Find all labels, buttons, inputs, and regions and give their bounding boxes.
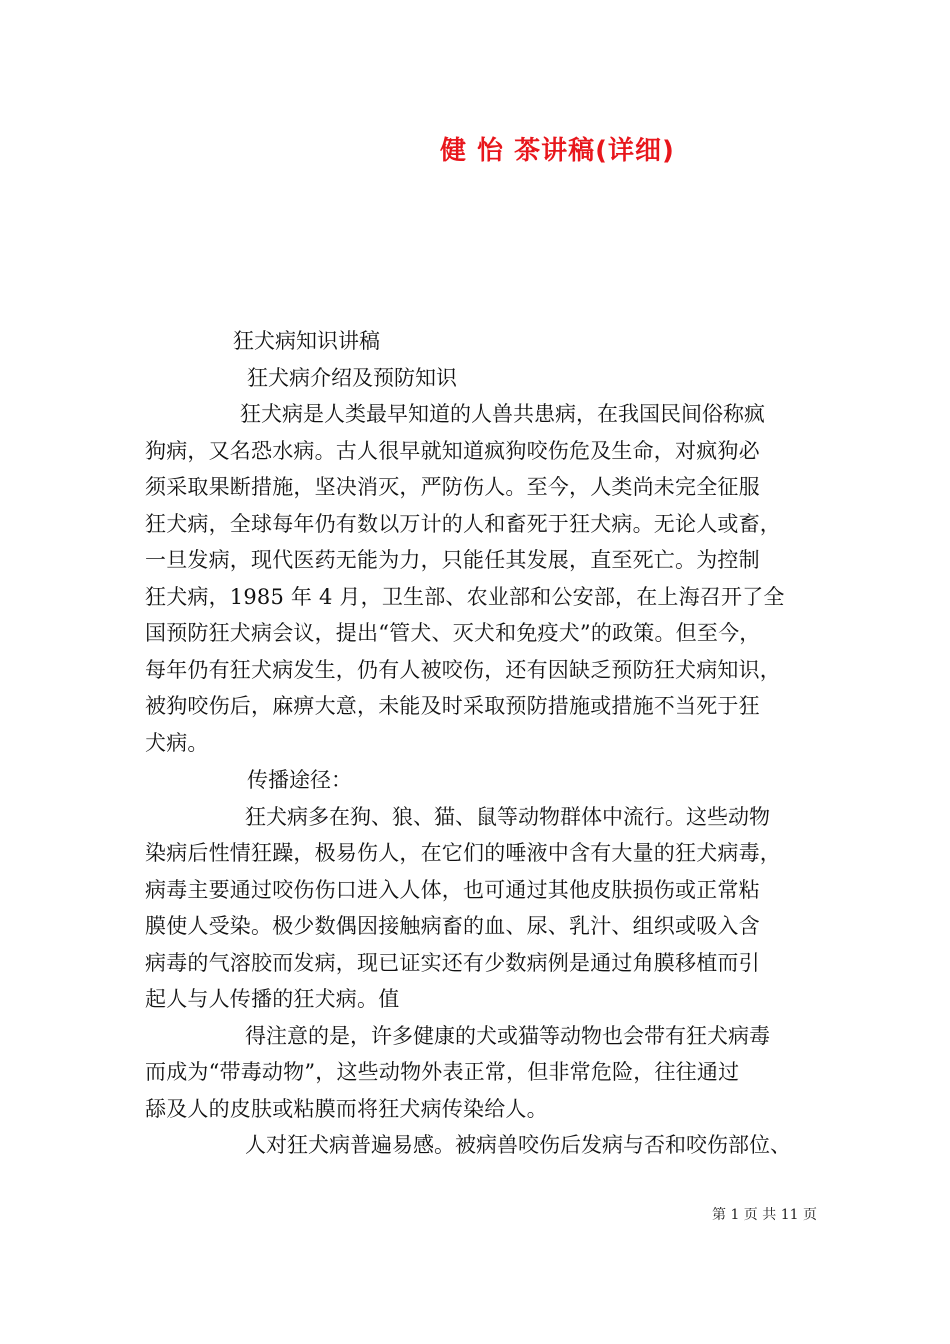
paragraph-line: 起人与人传播的狂犬病。值 [145,987,400,1011]
paragraph-line: 犬病。 [145,731,209,755]
paragraph-line: 须采取果断措施，坚决消灭，严防伤人。至今，人类尚未完全征服 [145,475,760,499]
paragraph-line: 染病后性情狂躁，极易伤人，在它们的唾液中含有大量的狂犬病毒， [145,841,781,865]
paragraph-line: 一旦发病，现代医药无能为力，只能任其发展，直至死亡。为控制 [145,548,760,572]
paragraph-line: 狂犬病，1985 年 4 月，卫生部、农业部和公安部，在上海召开了全 [145,585,785,609]
paragraph-line: 狂犬病多在狗、狼、猫、鼠等动物群体中流行。这些动物 [245,805,770,829]
paragraph-line: 病毒主要通过咬伤伤口进入人体，也可通过其他皮肤损伤或正常粘 [145,878,760,902]
heading-rabies-lecture: 狂犬病知识讲稿 [233,329,380,353]
paragraph-line: 狂犬病，全球每年仍有数以万计的人和畜死于狂犬病。无论人或畜， [145,512,781,536]
page-number-footer: 第 1 页 共 11 页 [712,1207,817,1223]
paragraph-line: 舔及人的皮肤或粘膜而将狂犬病传染给人。 [145,1097,548,1121]
paragraph-line: 每年仍有狂犬病发生，仍有人被咬伤，还有因缺乏预防狂犬病知识， [145,658,781,682]
paragraph-line: 被狗咬伤后，麻痹大意，未能及时采取预防措施或措施不当死于狂 [145,694,760,718]
paragraph-line: 膜使人受染。极少数偶因接触病畜的血、尿、乳汁、组织或吸入含 [145,914,760,938]
document-title: 健 怡 茶讲稿(详细) [440,136,675,166]
paragraph-line: 人对狂犬病普遍易感。被病兽咬伤后发病与否和咬伤部位、 [245,1133,791,1157]
paragraph-line: 狗病，又名恐水病。古人很早就知道疯狗咬伤危及生命，对疯狗必 [145,439,760,463]
heading-transmission: 传播途径： [247,768,352,792]
paragraph-line: 而成为“带毒动物”，这些动物外表正常，但非常危险，往往通过 [145,1060,740,1084]
paragraph-line: 病毒的气溶胶而发病，现已证实还有少数病例是通过角膜移植而引 [145,951,760,975]
paragraph-line: 国预防狂犬病会议，提出“管犬、灭犬和免疫犬”的政策。但至今， [145,621,761,645]
paragraph-line: 狂犬病是人类最早知道的人兽共患病，在我国民间俗称疯 [240,402,765,426]
heading-intro-prevention: 狂犬病介绍及预防知识 [247,366,457,390]
paragraph-line: 得注意的是，许多健康的犬或猫等动物也会带有狂犬病毒 [245,1024,770,1048]
